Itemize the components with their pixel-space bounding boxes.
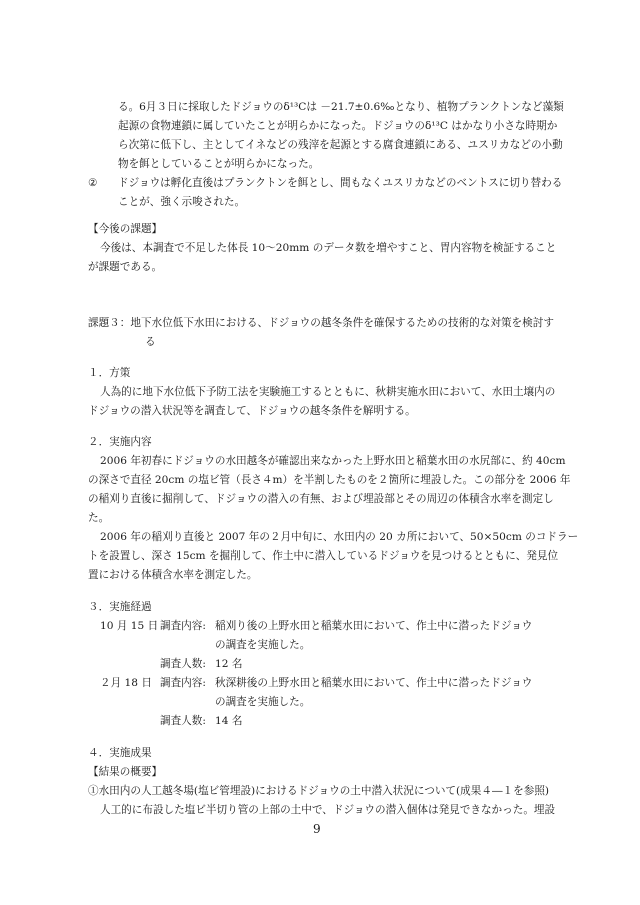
section-2-line-1: 2006 年初春にドジョウの水田越冬が確認出来なかった上野水田と稲葉水田の水尻部に、約 40cm <box>100 455 566 467</box>
section-4-heading: ４．実施成果 <box>88 747 152 759</box>
entry-2-people: 14 名 <box>215 715 243 727</box>
entry-2-people-label: 調査人数: <box>160 715 206 727</box>
item-2-marker: ② <box>88 177 98 189</box>
topic-3-heading-cont: る <box>145 336 156 348</box>
intro-line-1: る。6月３日に採取したドジョウのδ¹³Cは －21.7±0.6‰となり、植物プランクトンなど藻類 <box>118 101 564 113</box>
entry-1-content-line-1: 稲刈り後の上野水田と稲葉水田において、作土中に潜ったドジョウ <box>215 620 533 632</box>
topic-3-heading: 課題３：地下水位低下水田における、ドジョウの越冬条件を確保するための技術的な対策を検討す <box>88 317 554 329</box>
entry-2-content-line-2: の調査を実施した。 <box>215 696 311 708</box>
result-item-1-body: 人工的に布設した塩ビ半切り管の上部の土中で、ドジョウの潜入個体は発見できなかった。埋設 <box>100 804 556 816</box>
section-1-heading: １．方策 <box>88 367 131 379</box>
section-2-line-4: た。 <box>88 512 110 524</box>
section-1-line-1: 人為的に地下水位低下予防工法を実験施工するとともに、秋耕実施水田において、水田土壌内の <box>100 386 556 398</box>
section-2-line-7: 置における体積含水率を測定した。 <box>88 569 258 581</box>
entry-2-content-line-1: 秋深耕後の上野水田と稲葉水田において、作土中に潜ったドジョウ <box>215 677 533 689</box>
results-summary-heading: 【結果の概要】 <box>88 766 163 778</box>
entry-1-people: 12 名 <box>215 658 243 670</box>
entry-2-content-label: 調査内容: <box>160 677 206 689</box>
page-number: 9 <box>313 822 321 836</box>
section-2-line-2: の深さで直径 20cm の塩ビ管（長さ４m）を半割したものを２箇所に埋設した。この部分を 2006 年 <box>88 474 571 486</box>
future-tasks-line-1: 今後は、本調査で不足した体長 10～20mm のデータ数を増やすこと、胃内容物を検証すること <box>100 242 557 254</box>
intro-line-4: 物を餌としていることが明らかになった。 <box>118 158 320 170</box>
item-2-line-2: ことが、強く示唆された。 <box>118 196 246 208</box>
intro-line-3: ら次第に低下し、主としてイネなどの残滓を起源とする腐食連鎖にある、ユスリカなどの小動 <box>118 139 563 151</box>
section-3-heading: ３．実施経過 <box>88 601 152 613</box>
entry-1-people-label: 調査人数: <box>160 658 206 670</box>
intro-line-2: 起源の食物連鎖に属していたことが明らかになった。ドジョウのδ¹³C はかなり小さな時期か <box>118 120 558 132</box>
entry-1-content-label: 調査内容: <box>160 620 206 632</box>
future-tasks-line-2: が課題である。 <box>88 261 163 273</box>
section-2-line-5: 2006 年の稲刈り直後と 2007 年の２月中旬に、水田内の 20 カ所において、50×50cm のコドラー <box>100 531 579 543</box>
future-tasks-heading: 【今後の課題】 <box>88 223 163 235</box>
section-2-line-6: トを設置し、深さ 15cm を掘削して、作土中に潜入しているドジョウを見つけるとともに、発見位 <box>88 550 559 562</box>
entry-1-date: 10 月 15 日 <box>100 620 159 632</box>
entry-1-content-line-2: の調査を実施した。 <box>215 639 311 651</box>
section-2-line-3: の稲刈り直後に掘削して、ドジョウの潜入の有無、および埋設部とその周辺の体積含水率を測定し <box>88 493 554 505</box>
section-2-heading: ２．実施内容 <box>88 436 152 448</box>
entry-2-date: ２月 18 日 <box>100 677 152 689</box>
item-2-line-1: ドジョウは孵化直後はプランクトンを餌とし、間もなくユスリカなどのベントスに切り替わる <box>118 177 563 189</box>
result-item-1: ①水田内の人工越冬場(塩ビ管埋設)におけるドジョウの土中潜入状況について(成果４―１を参照) <box>88 785 550 797</box>
section-1-line-2: ドジョウの潜入状況等を調査して、ドジョウの越冬条件を解明する。 <box>88 405 416 417</box>
